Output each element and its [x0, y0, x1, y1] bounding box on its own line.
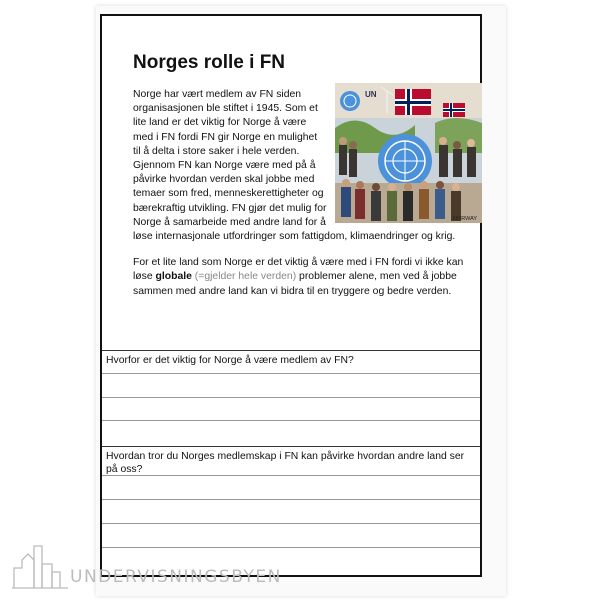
brand-watermark	[12, 540, 312, 590]
svg-text:UN: UN	[365, 90, 377, 99]
divider	[102, 350, 480, 351]
page-title: Norges rolle i FN	[133, 52, 286, 73]
bold-term: globale	[155, 271, 192, 283]
paragraph-intro: Norge har vært medlem av FN siden organisasjonen ble stiftet i 1945. Som et lite land er det viktig for Norge å være med i FN fordi FN gir Norge en mulighet til å delta i store saker i hele verden. Gjennom FN kan Norge være med på å påvirke hvordan verden skal jobbe med temaer som fred, menneskerettigheter og bærekraftig utvikling. FN gjør det mulig for Norge å samarbeide med andre land for å løse internasjonale utfordringer som fattigdom, klimaendringer og krig.	[133, 89, 456, 243]
paragraph-global: For et lite land som Norge er det viktig å være med i FN fordi vi ikke kan løse globale (=gjelder hele verden) problemer alene, men ved å jobbe sammen med andre land kan vi bidra til en tryggere og bedre verden.	[133, 257, 464, 297]
gloss-text: (=gjelder hele verden)	[194, 271, 297, 283]
question-2	[102, 448, 480, 478]
svg-text:NORWAY: NORWAY	[453, 216, 478, 222]
answer-line[interactable]	[102, 475, 480, 476]
answer-line[interactable]	[102, 373, 480, 374]
article-body	[133, 88, 483, 299]
divider	[102, 446, 480, 447]
question-2-text: Hvordan tror du Norges medlemskap i FN kan påvirke hvordan andre land ser på oss?	[106, 451, 465, 475]
answer-line[interactable]	[102, 397, 480, 398]
worksheet-page	[100, 14, 482, 577]
question-1	[102, 352, 480, 369]
answer-line[interactable]	[102, 420, 480, 421]
city-skyline-logo-icon	[12, 540, 68, 590]
brand-name: UNDERVISNINGSBYEN	[70, 567, 282, 587]
answer-line[interactable]	[102, 499, 480, 500]
answer-line[interactable]	[102, 523, 480, 524]
question-1-text: Hvorfor er det viktig for Norge å være medlem av FN?	[106, 355, 354, 366]
